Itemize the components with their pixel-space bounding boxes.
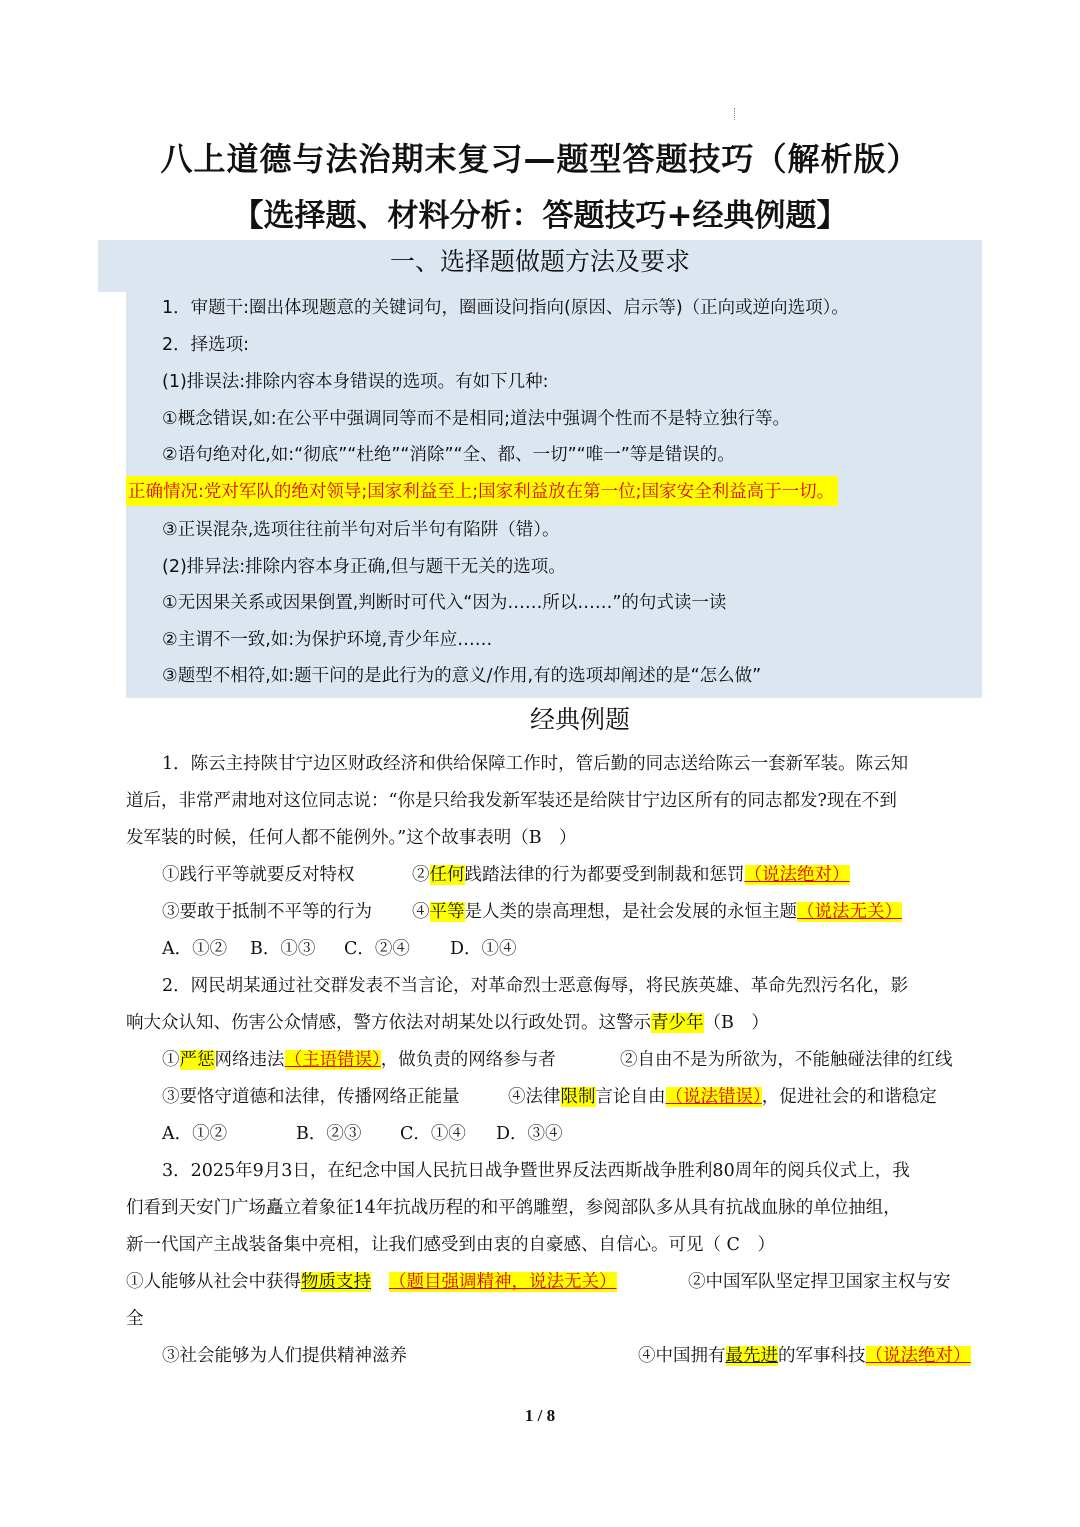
q2-option-4-note: （说法错误） bbox=[665, 1087, 762, 1107]
q3-option-2-continued: 全 bbox=[126, 1309, 144, 1329]
page-subtitle: 【选择题、材料分析：答题技巧+经典例题】 bbox=[232, 198, 848, 234]
q2-choice-c: C．①④ bbox=[400, 1124, 466, 1144]
tip-line-6: ③正误混杂,选项往往前半句对后半句有陷阱（错）。 bbox=[162, 520, 560, 540]
page-title: 八上道德与法治期末复习—题型答题技巧（解析版） bbox=[160, 140, 920, 178]
q2-option-4: ④法律限制言论自由（说法错误），促进社会的和谐稳定 bbox=[508, 1087, 937, 1107]
q1-choice-a: A．①② bbox=[162, 939, 228, 959]
q3-option-1-note: （题目强调精神，说法无关） bbox=[389, 1272, 617, 1292]
q2-option-1: ①严惩网络违法（主语错误），做负责的网络参与者 bbox=[162, 1050, 556, 1070]
q2-option-1-note: （主语错误） bbox=[284, 1050, 381, 1070]
tip-line-3: (1)排误法:排除内容本身错误的选项。有如下几种: bbox=[162, 372, 549, 392]
q1-option-1: ①践行平等就要反对特权 bbox=[162, 865, 355, 885]
q3-option-1: ①人能够从社会中获得物质支持 （题目强调精神，说法无关） bbox=[126, 1272, 617, 1292]
q2-option-2: ②自由不是为所欲为，不能触碰法律的红线 bbox=[620, 1050, 953, 1070]
q1-option-2-note: （说法绝对） bbox=[744, 865, 850, 885]
q3-stem-line-1: 3．2025年9月3日，在纪念中国人民抗日战争暨世界反法西斯战争胜利80周年的阅兵仪式上，我 bbox=[162, 1161, 910, 1181]
highlight-correct-cases: 正确情况:党对军队的绝对领导;国家利益至上;国家利益放在第一位;国家安全利益高于一切。 bbox=[126, 476, 838, 506]
q3-stem-line-3: 新一代国产主战装备集中亮相，让我们感受到由衷的自豪感、自信心。可见（ C ） bbox=[126, 1235, 775, 1255]
q1-option-2: ②任何践踏法律的行为都要受到制裁和惩罚（说法绝对） bbox=[412, 865, 850, 885]
q3-stem-line-2: 们看到天安门广场矗立着象征14年抗战历程的和平鸽雕塑，参阅部队多从具有抗战血脉的单位抽组， bbox=[126, 1198, 901, 1218]
q1-choice-c: C．②④ bbox=[344, 939, 410, 959]
q1-stem-line-2: 道后，非常严肃地对这位同志说：“你是只给我发新军装还是给陕甘宁边区所有的同志都发?现在不到 bbox=[126, 791, 897, 811]
tip-line-10: ③题型不相符,如:题干问的是此行为的意义/作用,有的选项却阐述的是“怎么做” bbox=[162, 666, 762, 686]
q3-option-2: ②中国军队坚定捍卫国家主权与安 bbox=[688, 1272, 951, 1292]
q1-choice-b: B．①③ bbox=[250, 939, 316, 959]
q2-stem-line-2: 响大众认知、伤害公众情感，警方依法对胡某处以行政处罚。这警示青少年（B ） bbox=[126, 1013, 769, 1033]
q2-choice-d: D．③④ bbox=[496, 1124, 563, 1144]
q1-option-3: ③要敢于抵制不平等的行为 bbox=[162, 902, 372, 922]
tip-line-2: 2．择选项: bbox=[162, 335, 250, 355]
q3-option-4-note: （说法绝对） bbox=[865, 1346, 971, 1366]
page-mark bbox=[734, 108, 736, 120]
page-number: 1 / 8 bbox=[524, 1406, 556, 1425]
q2-stem-line-1: 2．网民胡某通过社交群发表不当言论，对革命烈士恶意侮辱，将民族英雄、革命先烈污名化，影 bbox=[162, 976, 909, 996]
q2-option-3: ③要恪守道德和法律，传播网络正能量 bbox=[162, 1087, 460, 1107]
q1-option-4: ④平等是人类的崇高理想，是社会发展的永恒主题（说法无关） bbox=[412, 902, 902, 922]
section-title: 一、选择题做题方法及要求 bbox=[389, 247, 690, 276]
examples-title: 经典例题 bbox=[529, 705, 630, 734]
q3-option-3: ③社会能够为人们提供精神滋养 bbox=[162, 1346, 407, 1366]
q2-choice-a: A．①② bbox=[162, 1124, 228, 1144]
q1-option-4-note: （说法无关） bbox=[797, 902, 902, 922]
tip-line-1: 1．审题干:圈出体现题意的关键词句，圈画设问指向(原因、启示等)（正向或逆向选项）。 bbox=[162, 298, 849, 318]
q1-choice-d: D．①④ bbox=[450, 939, 517, 959]
tip-line-8: ①无因果关系或因果倒置,判断时可代入“因为……所以……”的句式读一读 bbox=[162, 593, 727, 613]
q3-option-4: ④中国拥有最先进的军事科技（说法绝对） bbox=[638, 1346, 971, 1366]
q1-stem-line-3: 发军装的时候，任何人都不能例外。”这个故事表明（B ） bbox=[126, 828, 577, 848]
q1-stem-line-1: 1．陈云主持陕甘宁边区财政经济和供给保障工作时，管后勤的同志送给陈云一套新军装。陈云知 bbox=[162, 754, 909, 774]
tip-line-4: ①概念错误,如:在公平中强调同等而不是相同;道法中强调个性而不是特立独行等。 bbox=[162, 409, 791, 429]
tip-line-5: ②语句绝对化,如:“彻底”“杜绝”“消除”“全、都、一切”“唯一”等是错误的。 bbox=[162, 445, 735, 465]
tip-line-9: ②主谓不一致,如:为保护环境,青少年应…… bbox=[162, 630, 493, 650]
tip-line-7: (2)排异法:排除内容本身正确,但与题干无关的选项。 bbox=[162, 557, 566, 577]
q2-choice-b: B．②③ bbox=[296, 1124, 362, 1144]
